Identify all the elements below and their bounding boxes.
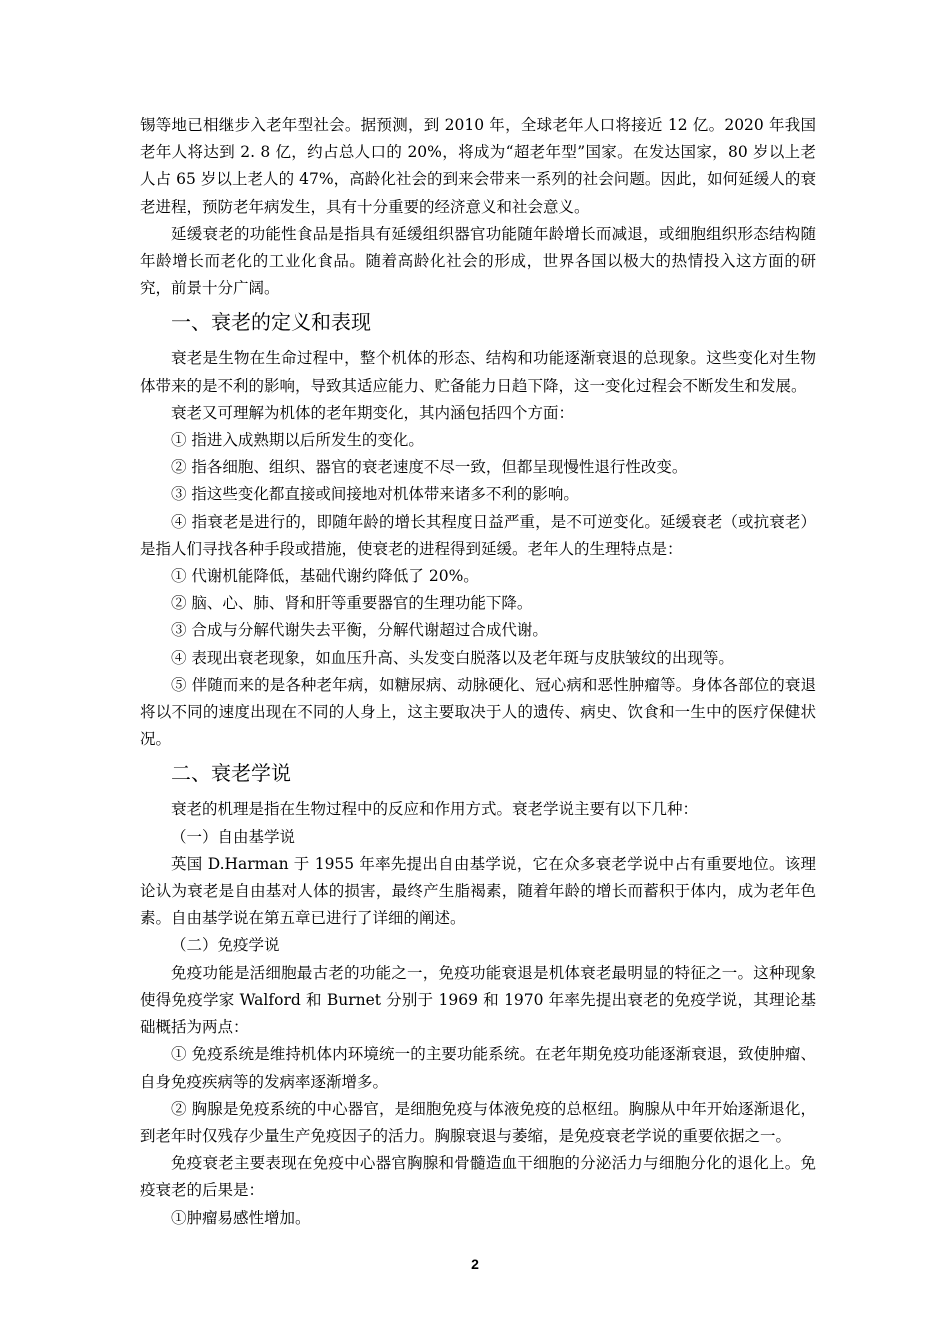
section-heading-definition: 一、衰老的定义和表现 bbox=[171, 310, 371, 335]
paragraph-functional-food: 延缓衰老的功能性食品是指具有延缓组织器官功能随年龄增长而减退，或细胞组织形态结构随年龄增长而老化的工业化食品。随着高龄化社会的形成，世界各国以极大的热情投入这方面的研究，前景十分广阔。 bbox=[140, 224, 816, 298]
paragraph-aging-society: 锡等地已相继步入老年型社会。据预测，到 2010 年，全球老年人口将接近 12 亿。2020 年我国老年人将达到 2. 8 亿，约占总人口的 20%，将成为“超老年型”国家。在发达国家，80 岁以上老人占 65 岁以上老人的 47%，高龄化社会的到来会带来一系列的社会问题。因此，如何延缓人的衰老进程，预防老年病发生，具有十分重要的经济意义和社会意义。 bbox=[140, 116, 816, 216]
list-item-immune-point-2: ② 胸腺是免疫系统的中心器官，是细胞免疫与体液免疫的总枢纽。胸腺从中年开始逐渐退化，到老年时仅残存少量生产免疫因子的活力。胸腺衰退与萎缩，是免疫衰老学说的重要依据之一。 bbox=[140, 1099, 816, 1145]
list-item-meaning-2: ② 指各细胞、组织、器官的衰老速度不尽一致，但都呈现慢性退行性改变。 bbox=[171, 458, 688, 477]
list-item-trait-2: ② 脑、心、肺、肾和肝等重要器官的生理功能下降。 bbox=[171, 594, 533, 613]
list-item-trait-1: ① 代谢机能降低，基础代谢约降低了 20%。 bbox=[171, 567, 479, 586]
list-item-consequence-1: ①肿瘤易感性增加。 bbox=[171, 1208, 311, 1227]
list-item-meaning-4: ④ 指衰老是进行的，即随年龄的增长其程度日益严重，是不可逆变化。延缓衰老（或抗衰老）是指人们寻找各种手段或措施，使衰老的进程得到延缓。老年人的生理特点是： bbox=[140, 512, 816, 558]
list-item-meaning-3: ③ 指这些变化都直接或间接地对机体带来诸多不利的影响。 bbox=[171, 485, 579, 504]
list-item-trait-4: ④ 表现出衰老现象，如血压升高、头发变白脱落以及老年斑与皮肤皱纹的出现等。 bbox=[171, 648, 734, 667]
list-item-trait-5: ⑤ 伴随而来的是各种老年病，如糖尿病、动脉硬化、冠心病和恶性肿瘤等。身体各部位的衰退将以不同的速度出现在不同的人身上，这主要取决于人的遗传、病史、饮食和一生中的医疗保健状况。 bbox=[140, 675, 816, 749]
list-item-immune-point-1: ① 免疫系统是维持机体内环境统一的主要功能系统。在老年期免疫功能逐渐衰退，致使肿瘤、自身免疫疾病等的发病率逐渐增多。 bbox=[140, 1045, 816, 1091]
page-number: 2 bbox=[471, 1256, 479, 1272]
list-item-meaning-1: ① 指进入成熟期以后所发生的变化。 bbox=[171, 431, 424, 450]
subsection-title-immune: （二）免疫学说 bbox=[171, 936, 280, 955]
subsection-title-free-radical: （一）自由基学说 bbox=[171, 827, 296, 846]
paragraph-meaning-intro: 衰老又可理解为机体的老年期变化，其内涵包括四个方面： bbox=[171, 403, 575, 422]
paragraph-immune: 免疫功能是活细胞最古老的功能之一，免疫功能衰退是机体衰老最明显的特征之一。这种现象使得免疫学家 Walford 和 Burnet 分别于 1969 和 1970 年率先提出衰老的免疫学说，其理论基础概括为两点： bbox=[140, 963, 816, 1037]
paragraph-theories-intro: 衰老的机理是指在生物过程中的反应和作用方式。衰老学说主要有以下几种： bbox=[171, 800, 699, 819]
section-heading-theories: 二、衰老学说 bbox=[171, 761, 291, 786]
paragraph-immune-summary: 免疫衰老主要表现在免疫中心器官胸腺和骨髓造血干细胞的分泌活力与细胞分化的退化上。免疫衰老的后果是： bbox=[140, 1154, 816, 1200]
paragraph-aging-definition: 衰老是生物在生命过程中，整个机体的形态、结构和功能逐渐衰退的总现象。这些变化对生物体带来的是不利的影响，导致其适应能力、贮备能力日趋下降，这一变化过程会不断发生和发展。 bbox=[140, 349, 816, 395]
list-item-trait-3: ③ 合成与分解代谢失去平衡，分解代谢超过合成代谢。 bbox=[171, 621, 548, 640]
paragraph-free-radical: 英国 D.Harman 于 1955 年率先提出自由基学说，它在众多衰老学说中占有重要地位。该理论认为衰老是自由基对人体的损害，最终产生脂褐素，随着年龄的增长而蓄积于体内，成为老年色素。自由基学说在第五章已进行了详细的阐述。 bbox=[140, 854, 816, 928]
page-content bbox=[140, 112, 816, 1232]
